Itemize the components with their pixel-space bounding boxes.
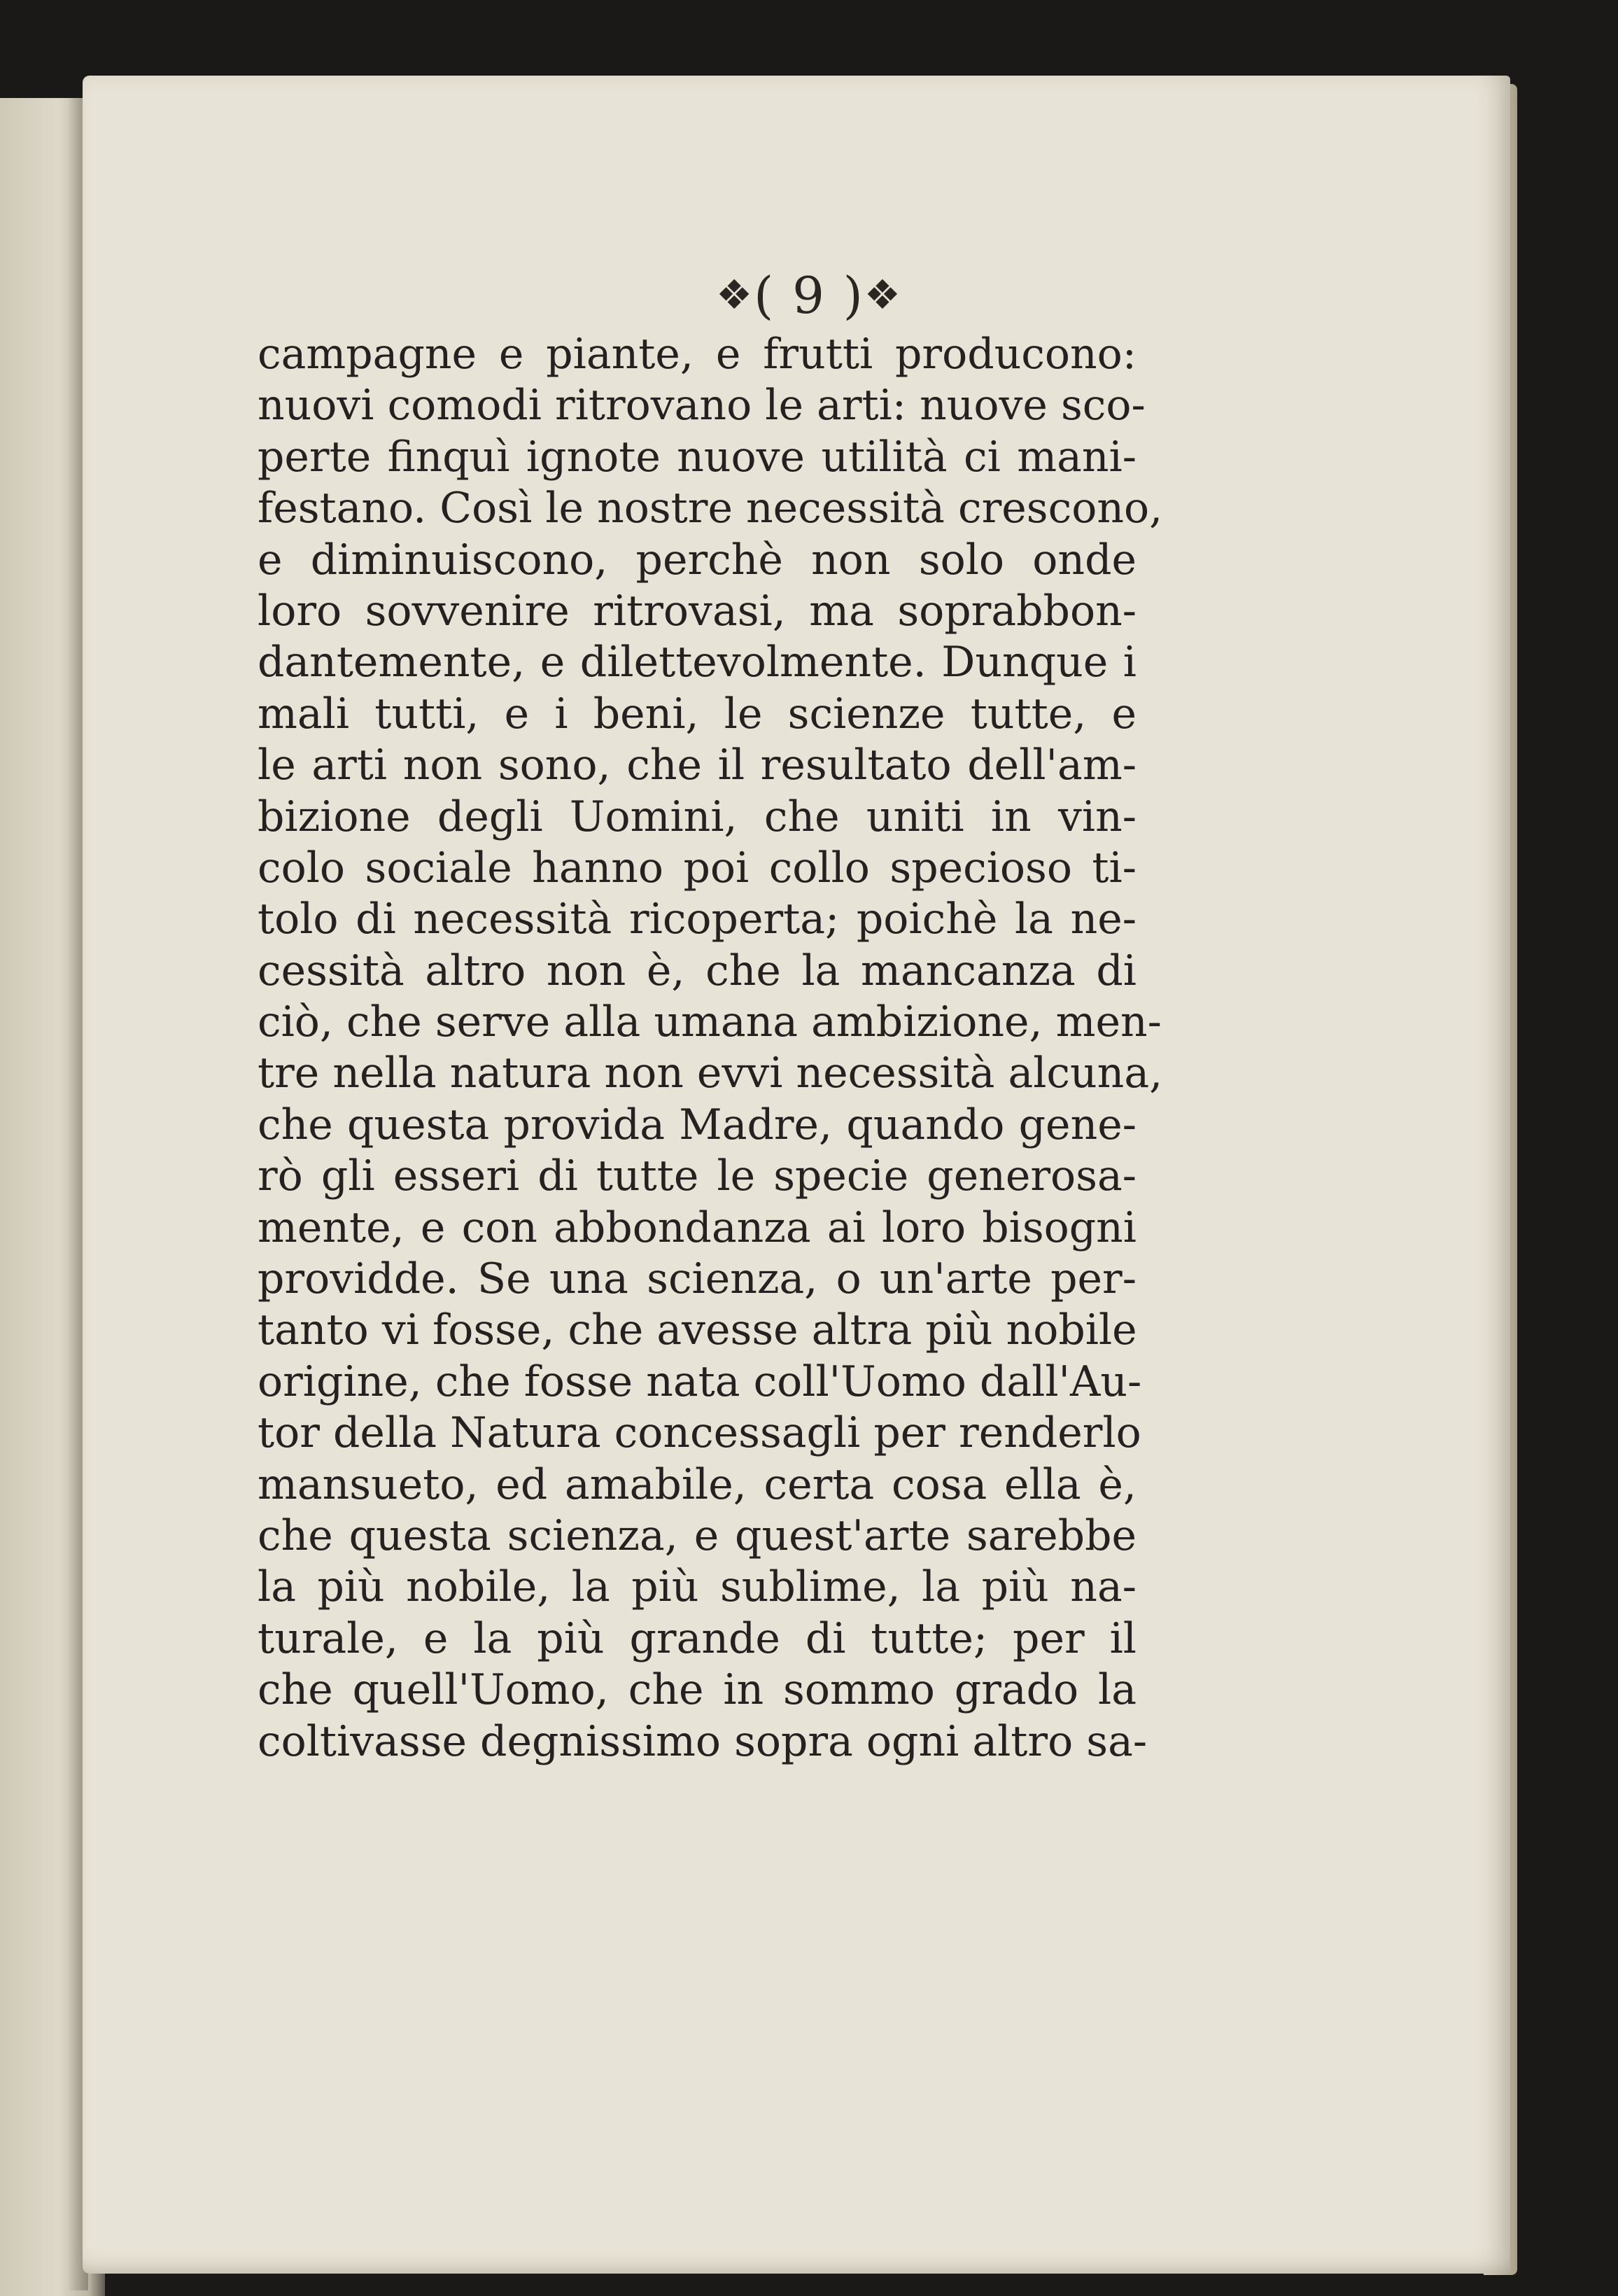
text-line: perte finquì ignote nuove utilità ci mani- bbox=[258, 432, 1137, 482]
text-line: providde. Se una scienza, o un'arte per- bbox=[258, 1254, 1137, 1304]
body-text bbox=[258, 329, 1163, 1768]
right-ornament-icon: ❖ bbox=[864, 271, 902, 318]
text-line: che questa scienza, e quest'arte sarebbe bbox=[258, 1511, 1137, 1560]
text-line: ciò, che serve alla umana ambizione, men- bbox=[258, 997, 1162, 1047]
text-line: dantemente, e dilettevolmente. Dunque i bbox=[258, 638, 1137, 687]
page-header bbox=[0, 266, 1618, 325]
text-line: le arti non sono, che il resultato dell'am- bbox=[258, 741, 1137, 790]
text-line: tre nella natura non evvi necessità alcuna, bbox=[258, 1049, 1163, 1098]
text-line: turale, e la più grande di tutte; per il bbox=[258, 1614, 1137, 1663]
left-ornament-icon: ❖ bbox=[716, 271, 754, 318]
text-line: colo sociale hanno poi collo specioso ti- bbox=[258, 843, 1137, 892]
text-line: loro sovvenire ritrovasi, ma soprabbon- bbox=[258, 586, 1137, 636]
text-line: che quell'Uomo, che in sommo grado la bbox=[258, 1665, 1137, 1715]
text-line: coltivasse degnissimo sopra ogni altro sa- bbox=[258, 1716, 1148, 1766]
text-line: tor della Natura concessagli per renderlo bbox=[258, 1408, 1141, 1458]
text-line: mansueto, ed amabile, certa cosa ella è, bbox=[258, 1460, 1137, 1509]
page-number: ( 9 ) bbox=[754, 266, 864, 325]
text-line: tolo di necessità ricoperta; poichè la ne- bbox=[258, 895, 1137, 944]
text-line: bizione degli Uomini, che uniti in vin- bbox=[258, 792, 1137, 841]
text-line: origine, che fosse nata coll'Uomo dall'Au- bbox=[258, 1357, 1142, 1406]
text-line: la più nobile, la più sublime, la più na- bbox=[258, 1562, 1137, 1612]
text-line: nuovi comodi ritrovano le arti: nuove sco- bbox=[258, 381, 1146, 430]
text-line: festano. Così le nostre necessità crescono, bbox=[258, 484, 1163, 533]
text-line: mente, e con abbondanza ai loro bisogni bbox=[258, 1203, 1137, 1252]
text-line: rò gli esseri di tutte le specie generosa- bbox=[258, 1152, 1137, 1201]
text-line: mali tutti, e i beni, le scienze tutte, e bbox=[258, 689, 1137, 738]
text-line: cessità altro non è, che la mancanza di bbox=[258, 946, 1137, 995]
text-line: che questa provida Madre, quando gene- bbox=[258, 1100, 1137, 1149]
text-line: tanto vi fosse, che avesse altra più nobile bbox=[258, 1306, 1137, 1355]
text-line: campagne e piante, e frutti producono: bbox=[258, 330, 1137, 379]
text-line: e diminuiscono, perchè non solo onde bbox=[258, 535, 1137, 584]
